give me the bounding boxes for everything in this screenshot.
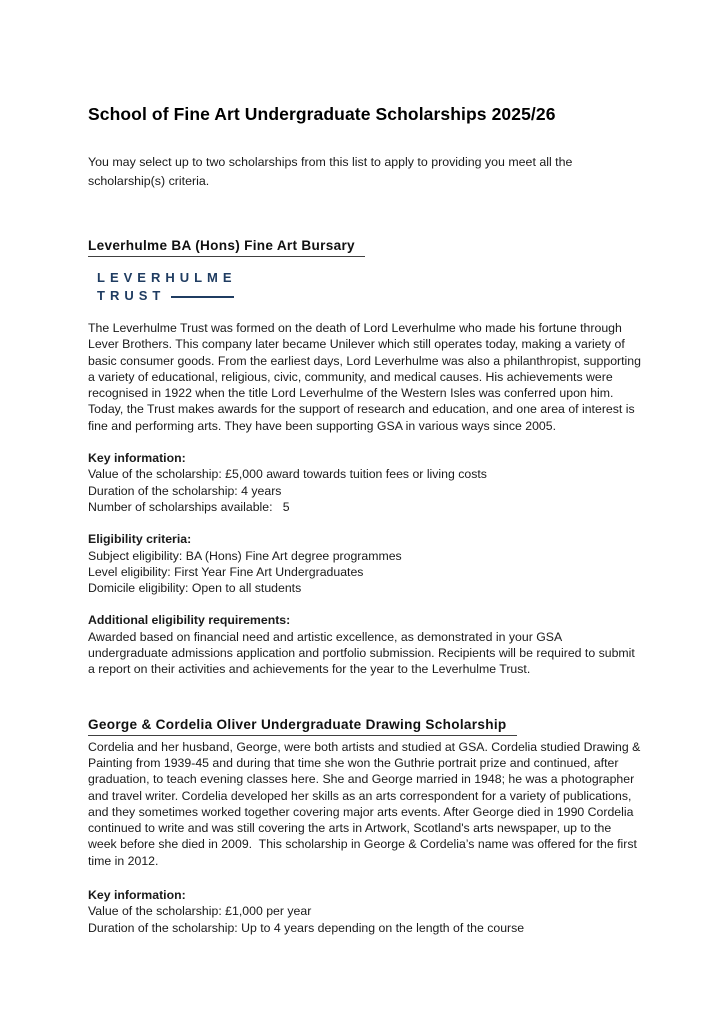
leverhulme-trust-logo — [97, 269, 642, 304]
section-heading-leverhulme — [88, 238, 642, 257]
key-information-duration: Duration of the scholarship: 4 years — [88, 483, 282, 498]
leverhulme-eligibility-criteria — [88, 531, 642, 596]
eligibility-subject: Subject eligibility: BA (Hons) Fine Art degree programmes — [88, 548, 402, 563]
page-title: School of Fine Art Undergraduate Scholarships 2025/26 — [88, 104, 556, 124]
oliver-description: Cordelia and her husband, George, were both artists and studied at GSA. Cordelia studied Drawing & Painting from 1939-45 and during that time she won the Guthrie portrait prize and continued, after graduation, to teach evening classes here. She and George married in 1948; he was a photographer and travel writer. Cordelia developed her skills as an arts correspondent for a variety of publications, and they sometimes worked together covering major arts events. After George died in 1990 Cordelia continued to write and was still covering the arts in Artwork, Scotland's arts newspaper, up to the week before she died in 2009. This scholarship in George & Cordelia’s name was offered for the first time in 2012. — [88, 739, 644, 868]
logo-wordmark-line2 — [97, 287, 642, 305]
key-information-label: Key information: — [88, 888, 186, 903]
leverhulme-key-information — [88, 450, 642, 515]
key-information-label: Key information: — [88, 451, 186, 466]
section-heading-text: Leverhulme BA (Hons) Fine Art Bursary — [88, 238, 365, 257]
key-information-duration: Duration of the scholarship: Up to 4 years depending on the length of the course — [88, 920, 525, 935]
additional-requirements-label: Additional eligibility requirements: — [88, 613, 291, 628]
key-information-value: Value of the scholarship: £1,000 per year — [88, 904, 312, 919]
leverhulme-description: The Leverhulme Trust was formed on the death of Lord Leverhulme who made his fortune through Lever Brothers. This company later became Unilever which still operates today, making a variety of basic consumer goods. From the earliest days, Lord Leverhulme was also a philanthropist, supporting a variety of educational, religious, civic, community, and medical causes. His achievements were recognised in 1922 when the title Lord Leverhulme of the Western Isles was conferred upon him. Today, the Trust makes awards for the support of research and education, and one area of interest is fine and performing arts. They have been supporting GSA in various ways since 2005. — [88, 321, 645, 433]
section-oliver-scholarship — [88, 717, 642, 936]
key-information-value: Value of the scholarship: £5,000 award towards tuition fees or living costs — [88, 467, 487, 482]
logo-wordmark-line1: LEVERHULME — [97, 270, 237, 285]
section-heading-oliver — [88, 717, 642, 736]
additional-requirements-text: Awarded based on financial need and artistic excellence, as demonstrated in your GSA undergraduate admissions application and portfolio submission. Recipients will be required to submit a report on their activities and achievements for the year to the Leverhulme Trust. — [88, 629, 639, 677]
intro-paragraph: You may select up to two scholarships from this list to apply to providing you meet all the scholarship(s) criteria. — [88, 155, 576, 188]
key-information-number: Number of scholarships available: 5 — [88, 499, 290, 514]
section-heading-text: George & Cordelia Oliver Undergraduate Drawing Scholarship — [88, 717, 517, 736]
logo-trust-text: TRUST — [97, 287, 166, 303]
leverhulme-additional-requirements — [88, 612, 642, 677]
eligibility-level: Level eligibility: First Year Fine Art Undergraduates — [88, 564, 364, 579]
eligibility-criteria-label: Eligibility criteria: — [88, 532, 192, 547]
oliver-key-information — [88, 887, 642, 936]
section-leverhulme-bursary — [88, 238, 645, 678]
eligibility-domicile: Domicile eligibility: Open to all students — [88, 581, 302, 596]
logo-rule-line — [171, 296, 234, 298]
